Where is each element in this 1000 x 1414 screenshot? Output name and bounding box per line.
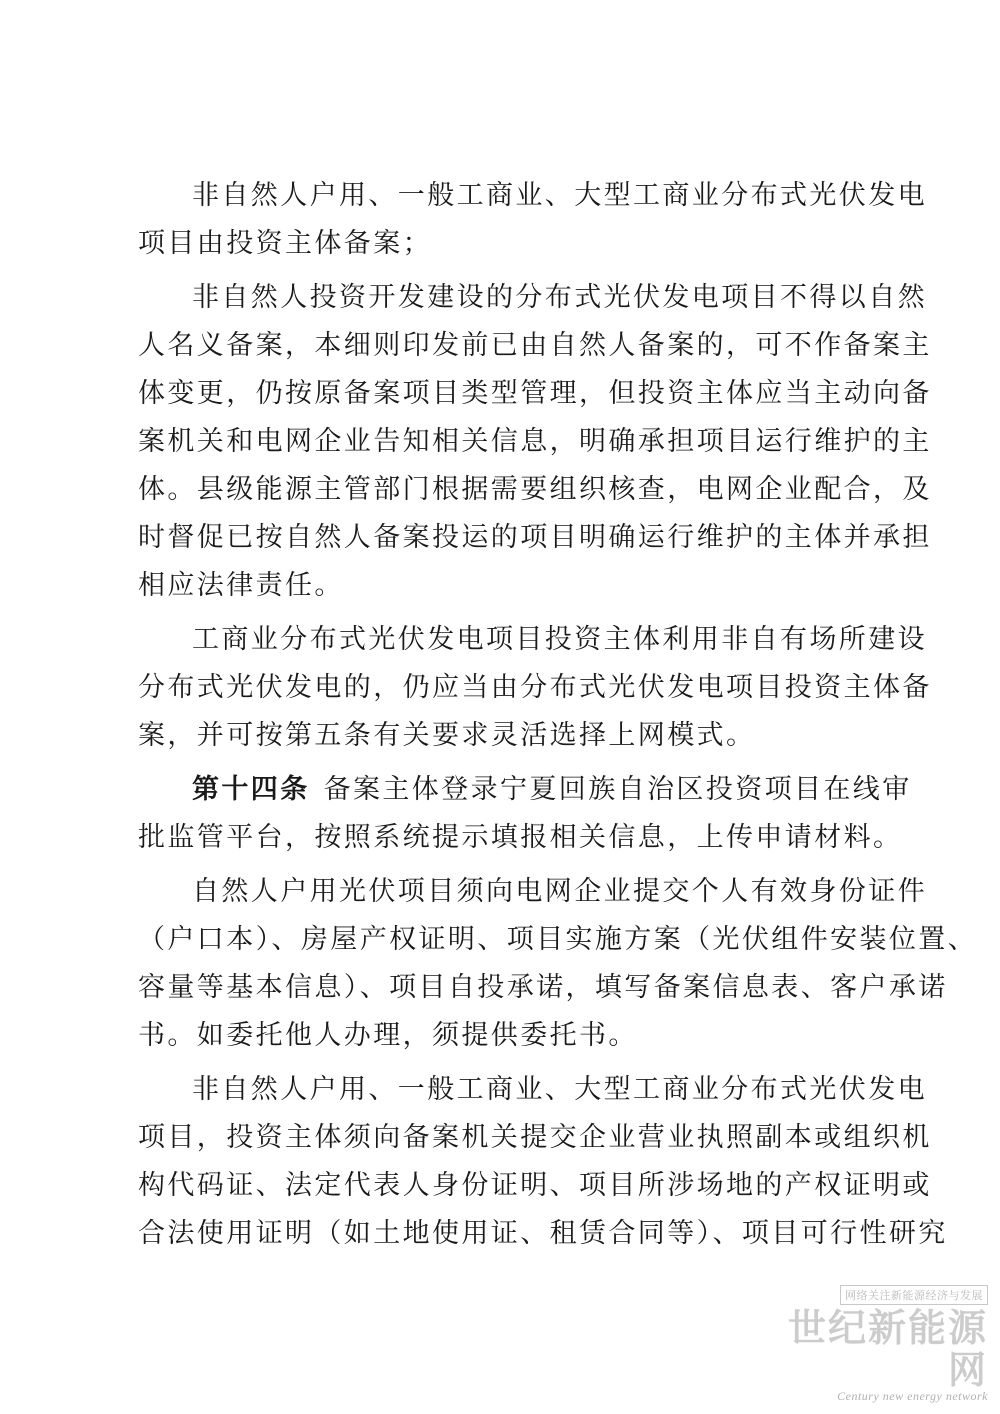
- paragraph-2-line-5: 体。县级能源主管部门根据需要组织核查，电网企业配合，及: [138, 474, 932, 505]
- paragraph-6-line-2: 项目，投资主体须向备案机关提交企业营业执照副本或组织机: [138, 1122, 932, 1153]
- paragraph-6-line-4: 合法使用证明（如土地使用证、租赁合同等）、项目可行性研究: [138, 1218, 948, 1249]
- article-14-line-2: 批监管平台，按照系统提示填报相关信息，上传申请材料。: [138, 822, 903, 853]
- paragraph-5-line-3: 容量等基本信息）、项目自投承诺，填写备案信息表、客户承诺: [138, 972, 948, 1003]
- watermark-subtitle: Century new energy network: [837, 1389, 988, 1403]
- paragraph-5-line-2: （户口本）、房屋产权证明、项目实施方案（光伏组件安装位置、: [138, 924, 978, 955]
- article-14-text: 备案主体登录宁夏回族自治区投资项目在线审: [323, 774, 912, 805]
- watermark-slogan: 网络关注新能源经济与发展: [840, 1285, 988, 1305]
- paragraph-6-line-3: 构代码证、法定代表人身份证明、项目所涉场地的产权证明或: [138, 1170, 932, 1201]
- paragraph-5-line-1: 自然人户用光伏项目须向电网企业提交个人有效身份证件: [192, 876, 927, 907]
- article-14-line-1: [138, 770, 912, 810]
- paragraph-2-line-7: 相应法律责任。: [138, 570, 344, 601]
- paragraph-1-line-2: 项目由投资主体备案；: [138, 228, 432, 259]
- paragraph-2-line-2: 人名义备案，本细则印发前已由自然人备案的，可不作备案主: [138, 330, 932, 361]
- paragraph-6-line-1: 非自然人户用、一般工商业、大型工商业分布式光伏发电: [192, 1074, 927, 1105]
- watermark: [768, 1284, 988, 1404]
- paragraph-2-line-1: 非自然人投资开发建设的分布式光伏发电项目不得以自然: [192, 282, 927, 313]
- paragraph-3-line-2: 分布式光伏发电的，仍应当由分布式光伏发电项目投资主体备: [138, 672, 932, 703]
- paragraph-2-line-3: 体变更，仍按原备案项目类型管理，但投资主体应当主动向备: [138, 378, 932, 409]
- paragraph-3-line-1: 工商业分布式光伏发电项目投资主体利用非自有场所建设: [192, 624, 927, 655]
- paragraph-2-line-4: 案机关和电网企业告知相关信息，明确承担项目运行维护的主: [138, 426, 932, 457]
- paragraph-2-line-6: 时督促已按自然人备案投运的项目明确运行维护的主体并承担: [138, 522, 932, 553]
- paragraph-1-line-1: 非自然人户用、一般工商业、大型工商业分布式光伏发电: [192, 180, 927, 211]
- watermark-brand: 世纪新能源网: [787, 1305, 988, 1392]
- paragraph-3-line-3: 案，并可按第五条有关要求灵活选择上网模式。: [138, 720, 756, 751]
- article-14-label: 第十四条: [192, 774, 310, 805]
- paragraph-5-line-4: 书。如委托他人办理，须提供委托书。: [138, 1020, 638, 1051]
